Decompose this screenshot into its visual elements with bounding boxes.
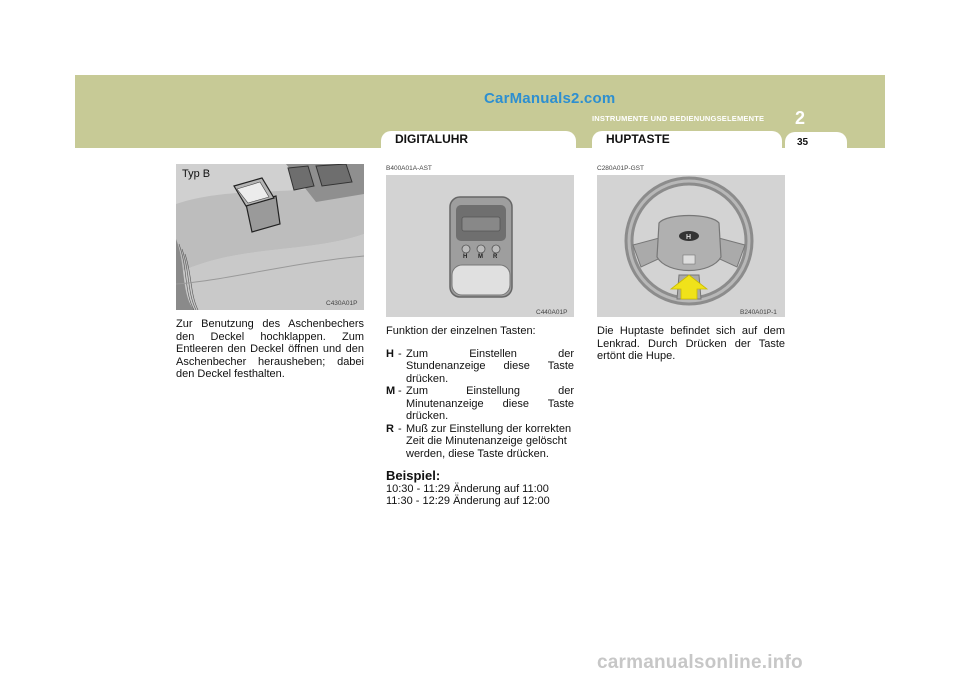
list-item: M - Zum Einstellung der Minutenanzeige diese Taste drücken.: [386, 385, 574, 422]
clock-figure: [386, 175, 574, 317]
list-item: R - Muß zur Einstellung der korrekten Zeit die Minutenanzeige gelöscht werden, diese Taste drücken.: [386, 423, 574, 461]
chapter-number: 2: [795, 108, 806, 128]
item-key: R: [386, 422, 394, 435]
svg-text:H: H: [686, 234, 692, 241]
figure-type-label: Typ B: [182, 168, 211, 180]
watermark-link[interactable]: carmanualsonline.info: [597, 652, 803, 673]
clock-button-r: R: [493, 254, 498, 260]
ashtray-illustration: [176, 164, 364, 310]
horn-paragraph: Die Huptaste befindet sich auf dem Lenkrad. Durch Drücken der Taste ertönt die Hupe.: [597, 325, 785, 362]
list-item: H - Zum Einstellen der Stundenanzeige diese Taste drücken.: [386, 347, 574, 385]
clock-button-h: H: [463, 254, 468, 260]
horn-figure: [597, 175, 785, 317]
instructions-intro: Funktion der einzelnen Tasten:: [386, 325, 536, 337]
section-title: INSTRUMENTE UND BEDIENUNGSELEMENTE: [592, 114, 765, 123]
clock-instructions: [386, 325, 574, 508]
page-number-tab: [785, 132, 847, 148]
figure-code: B240A01P-1: [740, 309, 777, 316]
example-line: 10:30 - 11:29 Änderung auf 11:00: [386, 482, 549, 495]
reference-code: C280A01P-GST: [597, 165, 644, 172]
clock-button-m: M: [478, 254, 483, 260]
item-key: M: [386, 385, 396, 397]
tab-huptaste: [592, 131, 782, 148]
item-text: Zum Einstellung der Minutenanzeige diese Taste drücken.: [406, 385, 574, 422]
figure-code: C430A01P: [326, 300, 358, 307]
page-number: 35: [797, 137, 809, 148]
ashtray-paragraph: Zur Benutzung des Aschenbechers den Deckel hochklappen. Zum Entleeren den Deckel öffnen und den Aschenbecher herausheben; dabei den Deckel festhalten.: [176, 318, 364, 380]
steering-wheel-illustration: [597, 175, 785, 317]
example-heading: Beispiel:: [386, 468, 441, 483]
figure-code: C440A01P: [536, 309, 568, 316]
item-text: Muß zur Einstellung der korrekten Zeit die Minutenanzeige gelöscht werden, diese Taste drücken.: [406, 422, 572, 460]
tab-digitaluhr-label: DIGITALUHR: [395, 132, 469, 146]
item-text: Zum Einstellen der Stundenanzeige diese Taste drücken.: [406, 347, 574, 385]
digital-clock-illustration: [386, 175, 574, 317]
ashtray-figure: [176, 164, 364, 310]
example-line: 11:30 - 12:29 Änderung auf 12:00: [386, 495, 550, 507]
item-key: H: [386, 347, 394, 360]
tab-digitaluhr: [381, 131, 576, 148]
reference-code: B400A01A-AST: [386, 165, 432, 172]
tab-huptaste-label: HUPTASTE: [606, 132, 670, 146]
site-title-link[interactable]: CarManuals2.com: [484, 90, 616, 107]
